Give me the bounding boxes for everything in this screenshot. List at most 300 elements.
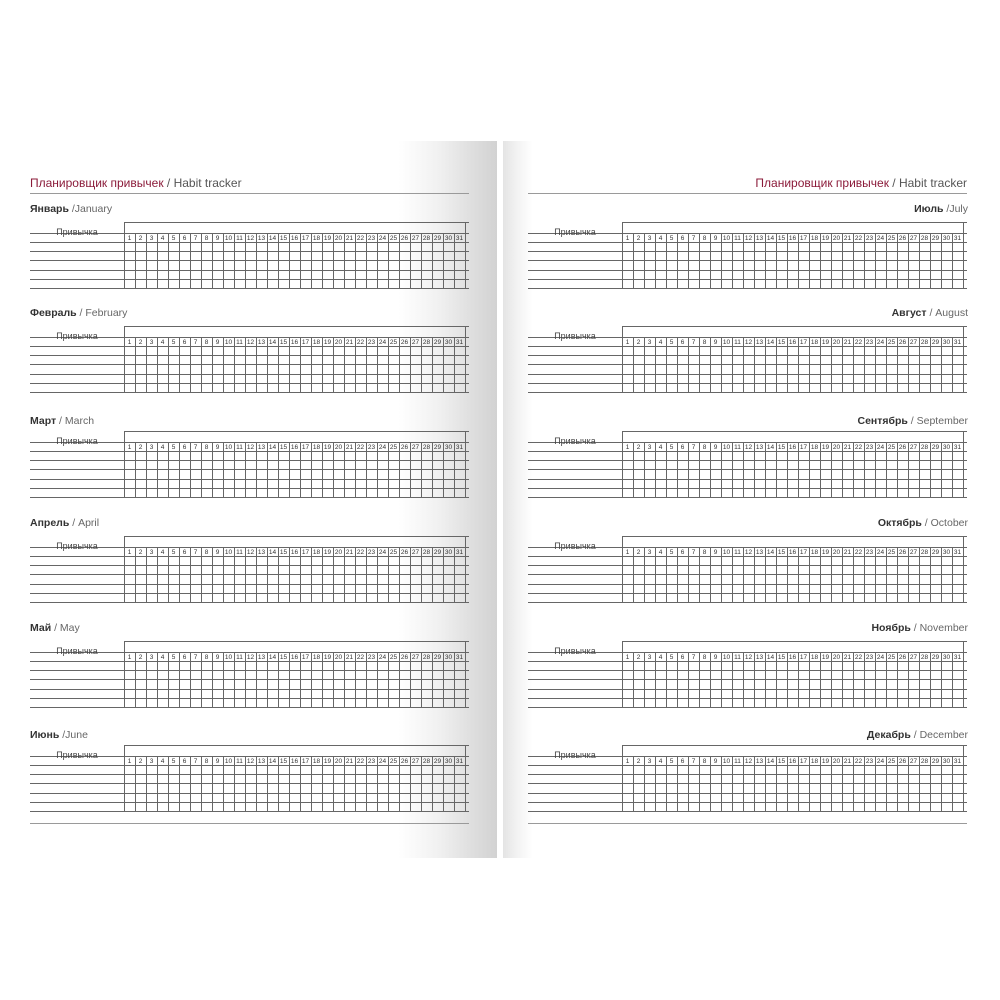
day-number: 4 [160,234,165,242]
month-label [867,729,968,741]
day-number: 18 [312,338,321,346]
day-number: 23 [367,234,376,242]
day-number: 30 [444,443,453,451]
grid-col-line [963,745,964,811]
day-number: 19 [323,443,332,451]
grid-col-line [622,536,623,602]
grid-row-line [528,251,967,252]
day-number: 27 [411,757,420,765]
day-number: 1 [625,548,630,556]
day-number: 1 [625,757,630,765]
day-number: 15 [777,653,786,661]
grid-row-line [528,689,967,690]
habit-column-header: Привычка [56,646,98,656]
day-number: 16 [290,338,299,346]
day-number: 22 [356,443,365,451]
day-number: 10 [722,653,731,661]
day-number: 27 [909,338,918,346]
grid-row-line [30,364,469,365]
day-number: 6 [182,757,187,765]
day-number: 7 [691,548,696,556]
day-number: 19 [821,653,830,661]
day-number: 8 [204,443,209,451]
day-number: 2 [636,234,641,242]
grid-row-line [30,783,469,784]
day-number: 23 [367,653,376,661]
day-number: 20 [334,443,343,451]
grid-row-line [528,374,967,375]
day-number: 6 [182,338,187,346]
grid-row-line [124,222,469,223]
day-number: 26 [400,653,409,661]
day-number: 1 [127,757,132,765]
day-number: 25 [389,548,398,556]
day-number: 11 [236,338,243,346]
left-title-rule [30,193,469,194]
right-title-rule [528,193,967,194]
day-number: 20 [832,443,841,451]
grid-row-line [30,392,469,393]
day-number: 24 [378,548,387,556]
day-number: 23 [367,548,376,556]
day-number: 22 [854,338,863,346]
grid-row-line [30,707,469,708]
day-number: 15 [777,548,786,556]
grid-row-line [30,260,469,261]
month-label [871,622,968,634]
day-number: 24 [378,443,387,451]
month-name-en: / March [56,415,95,427]
day-number: 16 [290,653,299,661]
day-number: 10 [224,757,233,765]
grid-row-line [622,745,967,746]
habit-column-header: Привычка [56,750,98,760]
day-number: 7 [691,443,696,451]
day-number: 7 [193,653,198,661]
day-number: 8 [204,653,209,661]
day-number: 11 [236,757,243,765]
month-label [30,307,127,319]
day-number: 29 [931,757,940,765]
day-number: 7 [691,653,696,661]
day-number: 10 [224,548,233,556]
habit-column-header: Привычка [554,646,596,656]
habit-grid [30,431,469,498]
day-number: 4 [658,234,663,242]
grid-row-line [30,689,469,690]
day-number: 31 [455,234,464,242]
day-number: 9 [713,338,718,346]
day-number: 29 [433,757,442,765]
day-number: 4 [160,548,165,556]
month-name-en: /July [943,203,968,215]
day-number: 25 [389,757,398,765]
day-number: 24 [378,338,387,346]
habit-column-header: Привычка [554,541,596,551]
grid-row-line [30,383,469,384]
day-number: 12 [744,653,753,661]
day-number: 7 [691,234,696,242]
grid-row-line [30,802,469,803]
day-number: 17 [301,443,310,451]
day-number: 20 [334,757,343,765]
day-number: 11 [734,757,741,765]
habit-grid [528,431,967,498]
day-number: 24 [876,548,885,556]
day-number: 29 [931,653,940,661]
day-number: 16 [290,757,299,765]
day-number: 13 [257,548,266,556]
grid-row-line [30,469,469,470]
day-number: 16 [290,443,299,451]
grid-row-line [528,802,967,803]
day-number: 18 [810,443,819,451]
day-number: 15 [279,757,288,765]
day-number: 12 [246,548,255,556]
month-label [30,203,112,215]
day-number: 3 [149,548,154,556]
day-number: 6 [182,234,187,242]
grid-row-line [528,355,967,356]
day-number: 10 [224,443,233,451]
month-name-en: / September [907,415,968,427]
month-name-ru: Март [30,415,57,427]
day-number: 26 [898,338,907,346]
day-number: 19 [821,757,830,765]
grid-row-line [30,593,469,594]
day-number: 7 [691,338,696,346]
grid-row-line [528,670,967,671]
month-name-ru: Июль [914,203,944,215]
grid-row-line [528,793,967,794]
grid-row-line [30,374,469,375]
day-number: 15 [777,234,786,242]
day-number: 30 [942,653,951,661]
day-number: 15 [279,234,288,242]
month-label [30,415,94,427]
day-number: 6 [680,234,685,242]
day-number: 14 [268,443,277,451]
day-number: 16 [788,757,797,765]
day-number: 19 [821,443,830,451]
day-number: 25 [887,443,896,451]
day-number: 8 [204,548,209,556]
grid-row-line [528,783,967,784]
day-number: 11 [236,653,243,661]
day-number: 13 [755,338,764,346]
day-number: 9 [713,234,718,242]
day-number: 13 [755,757,764,765]
day-number: 21 [345,653,354,661]
month-name-en: /June [59,729,88,741]
day-number: 4 [160,757,165,765]
month-name-en: / December [910,729,968,741]
day-number: 27 [411,653,420,661]
month-name-ru: Апрель [30,517,70,529]
day-number: 4 [658,338,663,346]
day-number: 17 [301,234,310,242]
month-label [892,307,968,319]
day-number: 23 [865,234,874,242]
day-number: 20 [334,338,343,346]
day-number: 9 [713,653,718,661]
day-number: 27 [411,548,420,556]
day-number: 3 [149,338,154,346]
day-number: 9 [215,338,220,346]
day-number: 9 [215,653,220,661]
day-number: 13 [755,234,764,242]
grid-row-line [30,565,469,566]
day-number: 12 [744,234,753,242]
day-number: 29 [433,338,442,346]
grid-row-line [528,707,967,708]
day-number: 17 [799,234,808,242]
day-number: 11 [734,548,741,556]
grid-col-line [465,641,466,707]
left-page-title-ru: Планировщик привычек [30,176,164,190]
day-number: 14 [766,234,775,242]
day-number: 3 [647,443,652,451]
day-number: 24 [378,653,387,661]
day-number: 2 [636,443,641,451]
day-number: 17 [799,338,808,346]
day-number: 27 [909,548,918,556]
day-number: 14 [766,757,775,765]
day-number: 27 [909,443,918,451]
day-number: 9 [713,443,718,451]
month-label [878,517,968,529]
day-number: 6 [680,653,685,661]
day-number: 3 [149,234,154,242]
day-number: 6 [680,443,685,451]
day-number: 20 [334,653,343,661]
day-number: 9 [713,548,718,556]
day-number: 1 [127,653,132,661]
grid-row-line [30,584,469,585]
month-name-ru: Август [891,307,927,319]
grid-row-line [124,536,469,537]
day-number: 30 [942,443,951,451]
day-number: 12 [744,548,753,556]
day-number: 22 [356,234,365,242]
day-number: 11 [734,234,741,242]
grid-row-line [124,431,469,432]
day-number: 5 [669,443,674,451]
day-number: 30 [942,548,951,556]
day-number: 29 [931,338,940,346]
grid-row-line [30,355,469,356]
day-number: 12 [246,338,255,346]
day-number: 17 [301,653,310,661]
day-number: 11 [236,443,243,451]
month-label [30,517,99,529]
grid-row-line [30,602,469,603]
right-page-title-en: / Habit tracker [888,176,967,190]
day-number: 31 [455,548,464,556]
day-number: 18 [810,234,819,242]
day-number: 22 [356,338,365,346]
day-number: 13 [257,443,266,451]
day-number: 10 [722,443,731,451]
day-number: 9 [215,548,220,556]
month-name-en: / November [910,622,968,634]
day-number: 31 [953,234,962,242]
day-number: 7 [193,338,198,346]
day-number: 31 [953,338,962,346]
day-number: 31 [953,653,962,661]
day-number: 9 [713,757,718,765]
grid-col-line [622,222,623,288]
grid-row-line [124,745,469,746]
day-number: 8 [702,443,707,451]
grid-col-line [963,641,964,707]
day-number: 22 [854,443,863,451]
grid-row-line [528,774,967,775]
day-number: 25 [389,338,398,346]
day-number: 24 [876,443,885,451]
grid-row-line [528,497,967,498]
day-number: 1 [625,338,630,346]
day-number: 2 [138,338,143,346]
day-number: 30 [942,338,951,346]
day-number: 6 [182,443,187,451]
day-number: 19 [323,757,332,765]
day-number: 11 [734,338,741,346]
habit-grid [30,222,469,289]
day-number: 29 [433,653,442,661]
day-number: 30 [444,234,453,242]
grid-row-line [30,811,469,812]
grid-row-line [30,698,469,699]
day-number: 26 [898,443,907,451]
grid-col-line [963,222,964,288]
day-number: 29 [931,234,940,242]
month-name-ru: Октябрь [877,517,922,529]
day-number: 28 [422,443,431,451]
day-number: 22 [356,757,365,765]
month-name-en: / August [926,307,968,319]
day-number: 19 [323,338,332,346]
grid-col-line [124,222,125,288]
grid-row-line [124,641,469,642]
day-number: 2 [636,548,641,556]
grid-row-line [30,279,469,280]
day-number: 27 [411,443,420,451]
month-name-ru: Июнь [30,729,60,741]
habit-column-header: Привычка [56,227,98,237]
habit-grid [30,536,469,603]
day-number: 19 [821,338,830,346]
day-number: 17 [799,757,808,765]
day-number: 14 [268,548,277,556]
grid-row-line [30,270,469,271]
day-number: 19 [323,234,332,242]
day-number: 10 [722,338,731,346]
day-number: 22 [356,653,365,661]
day-number: 21 [345,548,354,556]
grid-row-line [528,565,967,566]
day-number: 28 [920,757,929,765]
grid-col-line [124,431,125,497]
day-number: 30 [942,234,951,242]
day-number: 20 [832,234,841,242]
day-number: 11 [734,653,741,661]
day-number: 7 [193,443,198,451]
day-number: 12 [246,757,255,765]
grid-row-line [30,488,469,489]
day-number: 8 [702,757,707,765]
grid-col-line [124,641,125,707]
day-number: 26 [400,338,409,346]
day-number: 22 [854,548,863,556]
day-number: 21 [843,548,852,556]
day-number: 8 [702,653,707,661]
month-name-ru: Январь [30,203,69,215]
day-number: 2 [636,757,641,765]
day-number: 28 [422,338,431,346]
day-number: 8 [702,548,707,556]
day-number: 28 [920,443,929,451]
month-label [857,415,968,427]
day-number: 30 [444,653,453,661]
day-number: 11 [236,234,243,242]
day-number: 23 [367,338,376,346]
day-number: 18 [810,757,819,765]
day-number: 21 [345,234,354,242]
day-number: 6 [182,548,187,556]
day-number: 24 [876,338,885,346]
day-number: 9 [215,234,220,242]
day-number: 25 [887,653,896,661]
day-number: 8 [204,757,209,765]
day-number: 13 [755,548,764,556]
day-number: 4 [658,757,663,765]
day-number: 7 [193,548,198,556]
day-number: 5 [171,548,176,556]
day-number: 23 [865,757,874,765]
day-number: 18 [312,234,321,242]
grid-col-line [963,431,964,497]
day-number: 23 [865,338,874,346]
grid-row-line [528,260,967,261]
day-number: 30 [444,338,453,346]
day-number: 18 [312,653,321,661]
day-number: 10 [224,234,233,242]
day-number: 8 [702,338,707,346]
grid-row-line [528,383,967,384]
day-number: 18 [810,653,819,661]
habit-column-header: Привычка [56,331,98,341]
day-number: 14 [268,757,277,765]
day-number: 20 [832,757,841,765]
grid-col-line [465,745,466,811]
habit-column-header: Привычка [554,436,596,446]
day-number: 10 [722,757,731,765]
day-number: 28 [422,653,431,661]
left-bottom-rule [30,823,469,824]
day-number: 13 [257,234,266,242]
day-number: 22 [854,234,863,242]
right-page-title-ru: Планировщик привычек [755,176,889,190]
day-number: 18 [810,338,819,346]
day-number: 5 [669,757,674,765]
day-number: 2 [138,757,143,765]
day-number: 4 [658,653,663,661]
month-name-en: / October [921,517,968,529]
grid-row-line [30,460,469,461]
day-number: 4 [160,653,165,661]
grid-row-line [528,469,967,470]
